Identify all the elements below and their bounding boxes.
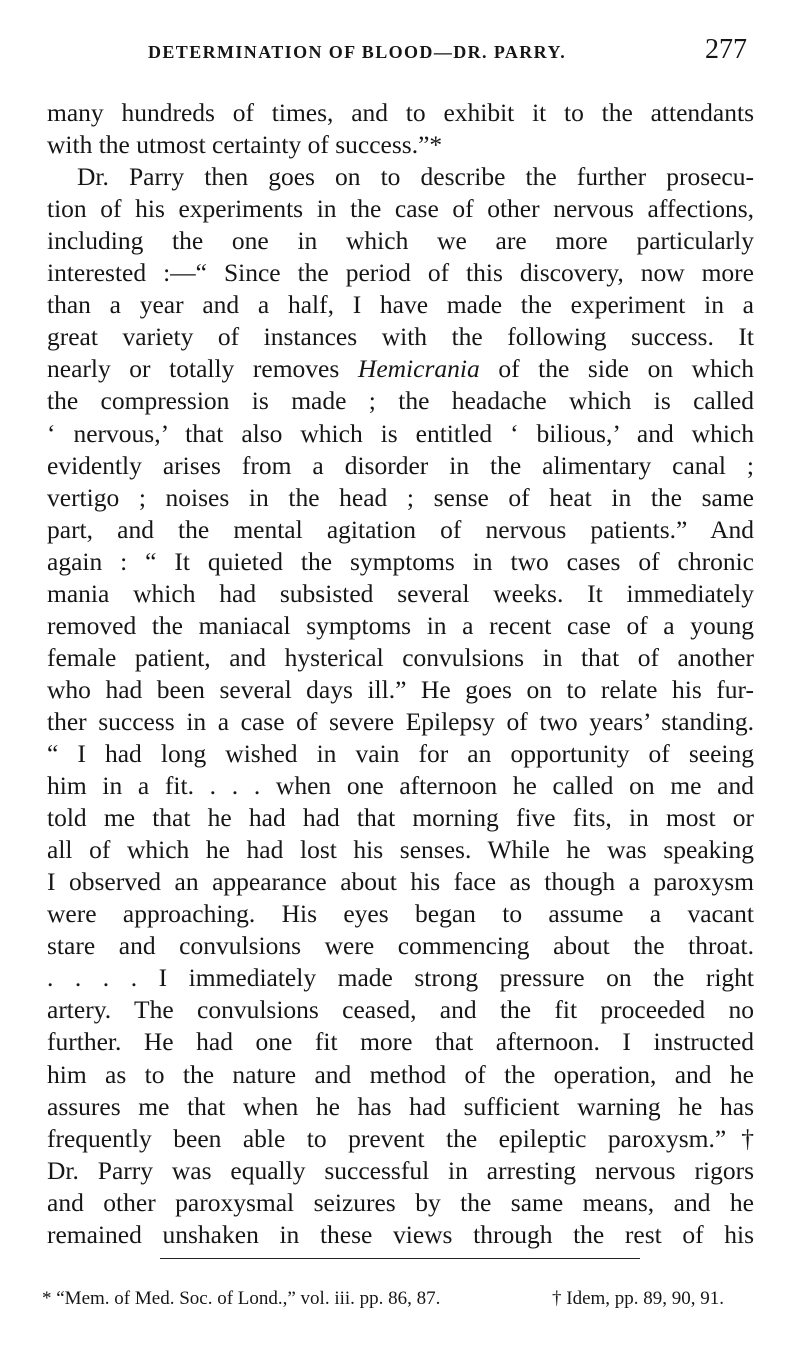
text-line: him as to the nature and method of the operation, and he xyxy=(47,1059,754,1089)
text-line: with the utmost certainty of success.”* xyxy=(47,130,443,160)
text-line: evidently arises from a disorder in the alimentary canal ; xyxy=(47,450,754,480)
text-line: Dr. Parry then goes on to describe the further prosecu- xyxy=(77,162,754,192)
text-line: ther success in a case of severe Epilepsy of two years’ standing. xyxy=(47,706,754,736)
text-line: were approaching. His eyes began to assume a vacant xyxy=(47,899,754,929)
text-line: nearly or totally removes Hemicrania of the side on which xyxy=(47,354,755,384)
text-line: including the one in which we are more particularly xyxy=(47,226,754,256)
text-line: all of which he had lost his senses. While he was speaking xyxy=(47,835,754,865)
footnote-1: * “Mem. of Med. Soc. of Lond.,” vol. iii. pp. 86, 87. xyxy=(42,1288,441,1309)
text-line: part, and the mental agitation of nervous patients.” And xyxy=(47,514,754,544)
text-line: “ I had long wished in vain for an opportunity of seeing xyxy=(47,739,754,768)
text-line: frequently been able to prevent the epileptic paroxysm.”† xyxy=(47,1123,754,1153)
footnotes xyxy=(42,1288,762,1316)
text-line: interested :—“ Since the period of this discovery, now more xyxy=(47,258,754,288)
text-line: who had been several days ill.” He goes on to relate his fur- xyxy=(47,674,754,704)
text-line: him in a fit. . . . when one afternoon he called on me and xyxy=(47,771,754,801)
text-line: remained unshaken in these views through the rest of his xyxy=(47,1219,754,1249)
text-line: assures me that when he has had sufficient warning he has xyxy=(47,1091,754,1121)
text-line: and other paroxysmal seizures by the same means, and he xyxy=(47,1187,754,1217)
page-number: 277 xyxy=(705,34,747,65)
page-header xyxy=(0,34,800,74)
text-line: tion of his experiments in the case of other nervous affections, xyxy=(47,194,754,224)
footnote-2: † Idem, pp. 89, 90, 91. xyxy=(552,1288,725,1309)
text-line: mania which had subsisted several weeks. It immediately xyxy=(47,578,754,608)
italic-term: Hemicrania xyxy=(357,354,480,384)
text-line: great variety of instances with the following success. It xyxy=(47,322,754,352)
text-line: vertigo ; noises in the head ; sense of heat in the same xyxy=(47,482,754,512)
text-line: many hundreds of times, and to exhibit it to the attendants xyxy=(47,98,754,127)
text-line: Dr. Parry was equally successful in arresting nervous rigors xyxy=(47,1155,754,1185)
text-line: the compression is made ; the headache which is called xyxy=(47,386,754,416)
text-line: stare and convulsions were commencing about the throat. xyxy=(47,931,754,961)
text-line: female patient, and hysterical convulsions in that of another xyxy=(47,642,754,672)
text-line: I observed an appearance about his face as though a paroxysm xyxy=(47,867,754,897)
running-head: DETERMINATION OF BLOOD—DR. PARRY. xyxy=(148,42,567,62)
text-line: further. He had one fit more that afternoon. I instructed xyxy=(47,1027,754,1057)
text-line: artery. The convulsions ceased, and the fit proceeded no xyxy=(47,995,754,1025)
text-line: . . . . I immediately made strong pressure on the right xyxy=(47,963,754,993)
text-line: ‘ nervous,’ that also which is entitled ‘ bilious,’ and which xyxy=(47,418,754,448)
text-line: told me that he had had that morning five fits, in most or xyxy=(47,803,754,833)
footnote-rule xyxy=(160,1258,640,1259)
text-line: again : “ It quieted the symptoms in two cases of chronic xyxy=(47,546,754,576)
text-line: removed the maniacal symptoms in a recent case of a young xyxy=(47,610,754,640)
text-line: than a year and a half, I have made the experiment in a xyxy=(47,290,754,320)
